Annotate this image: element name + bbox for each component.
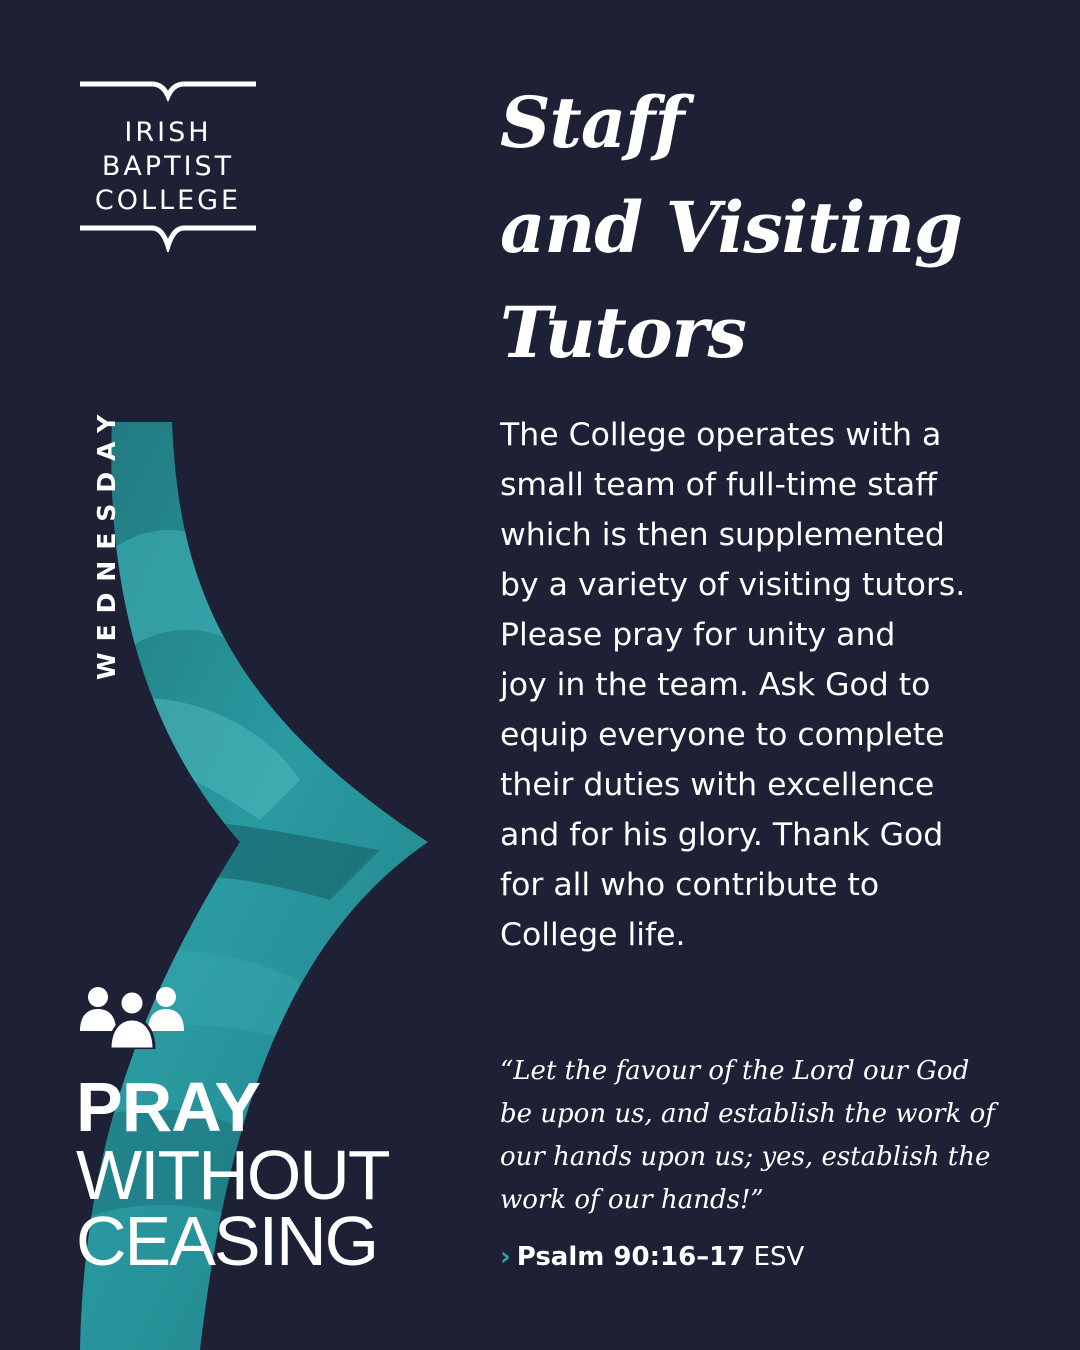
chevron-right-icon: › — [500, 1242, 511, 1272]
reference-version: ESV — [753, 1242, 805, 1272]
tagline-line-1: PRAY — [76, 1068, 261, 1146]
body-line: their duties with excellence — [500, 767, 935, 803]
body-line: joy in the team. Ask God to — [500, 667, 931, 703]
quote-line: our hands upon us; yes, establish the — [500, 1142, 991, 1172]
body-line: Please pray for unity and — [500, 617, 896, 653]
day-label: WEDNESDAY — [92, 403, 121, 680]
scripture-reference — [500, 1242, 804, 1272]
logo-line-2: BAPTIST — [101, 151, 235, 182]
scripture-quote — [500, 1050, 995, 1222]
body-line: The College operates with a — [500, 417, 942, 453]
body-line: and for his glory. Thank God — [500, 817, 944, 853]
body-line: small team of full-time staff — [500, 467, 937, 503]
tagline-line-3: CEASING — [76, 1202, 378, 1280]
body-line: which is then supplemented — [500, 517, 945, 553]
body-line: equip everyone to complete — [500, 717, 945, 753]
college-logo — [80, 78, 256, 252]
quote-line: work of our hands!” — [500, 1185, 764, 1215]
quote-line: “Let the favour of the Lord our God — [500, 1056, 970, 1086]
tagline-line-2: WITHOUT — [76, 1136, 389, 1214]
tagline — [76, 1068, 389, 1280]
prayer-body — [500, 410, 1020, 960]
logo-line-1: IRISH — [124, 117, 212, 148]
quote-line: be upon us, and establish the work of — [500, 1099, 995, 1129]
reference-passage: Psalm 90:16–17 — [516, 1242, 746, 1272]
title-line-1: Staff — [500, 81, 684, 164]
title-line-3: Tutors — [500, 291, 746, 374]
logo-line-3: COLLEGE — [94, 185, 242, 216]
logo-text — [80, 116, 256, 218]
page-title — [500, 70, 1020, 385]
title-line-2: and Visiting — [500, 186, 963, 269]
body-line: by a variety of visiting tutors. — [500, 567, 966, 603]
people-group-icon — [78, 983, 186, 1049]
body-line: for all who contribute to — [500, 867, 880, 903]
body-line: College life. — [500, 917, 686, 953]
